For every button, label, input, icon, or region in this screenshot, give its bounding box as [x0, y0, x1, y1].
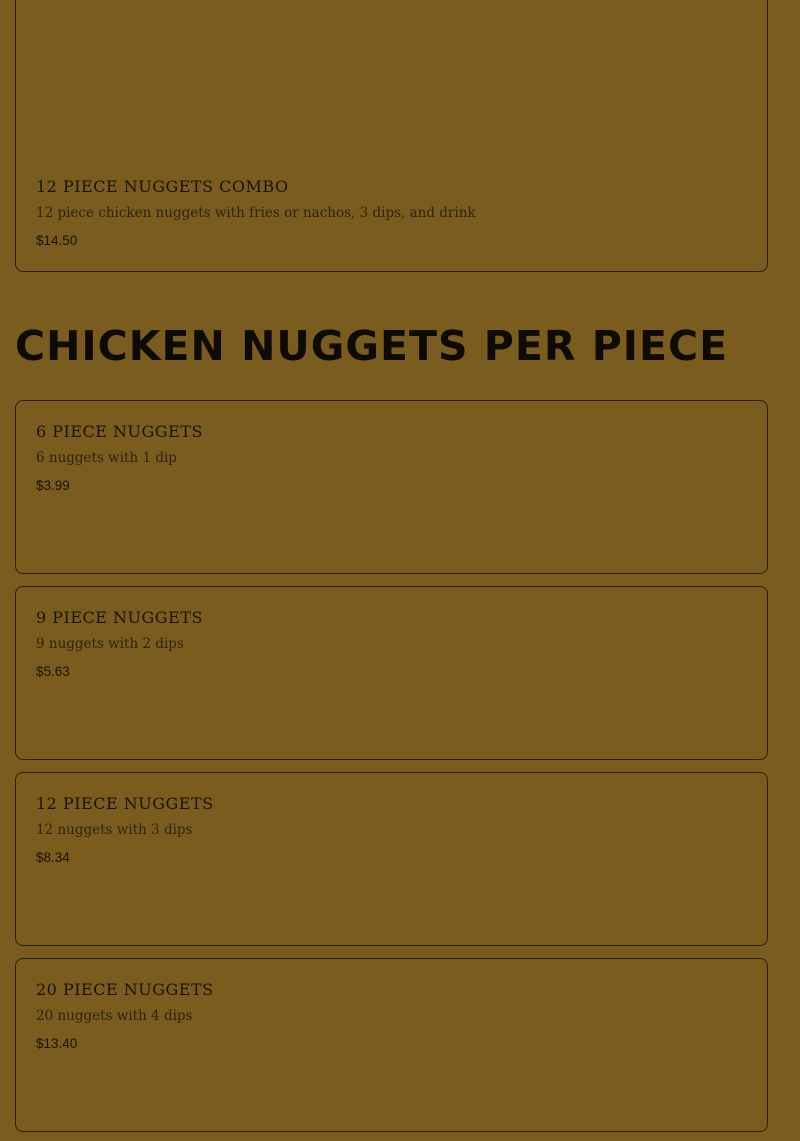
menu-item-card[interactable] — [15, 586, 768, 760]
menu-item-name: 20 PIECE NUGGETS — [36, 980, 214, 999]
menu-item-description: 12 nuggets with 3 dips — [36, 822, 193, 838]
menu-item-description: 6 nuggets with 1 dip — [36, 450, 177, 466]
menu-item-name: 6 PIECE NUGGETS — [36, 422, 203, 441]
menu-item-card[interactable] — [15, 958, 768, 1132]
menu-item-card[interactable] — [15, 772, 768, 946]
menu-item-price: $13.40 — [36, 1036, 78, 1051]
section-heading: CHICKEN NUGGETS PER PIECE — [15, 322, 729, 370]
menu-item-price: $3.99 — [36, 478, 70, 493]
menu-item-name: 12 PIECE NUGGETS — [36, 794, 214, 813]
menu-item-card-combo[interactable] — [15, 0, 768, 272]
menu-item-price: $5.63 — [36, 664, 70, 679]
menu-item-name: 9 PIECE NUGGETS — [36, 608, 203, 627]
menu-item-description: 20 nuggets with 4 dips — [36, 1008, 193, 1024]
menu-item-description: 9 nuggets with 2 dips — [36, 636, 184, 652]
menu-item-description: 12 piece chicken nuggets with fries or nachos, 3 dips, and drink — [36, 205, 476, 221]
menu-item-card[interactable] — [15, 400, 768, 574]
menu-item-price: $14.50 — [36, 233, 78, 248]
menu-item-price: $8.34 — [36, 850, 70, 865]
menu-item-name: 12 PIECE NUGGETS COMBO — [36, 177, 289, 196]
